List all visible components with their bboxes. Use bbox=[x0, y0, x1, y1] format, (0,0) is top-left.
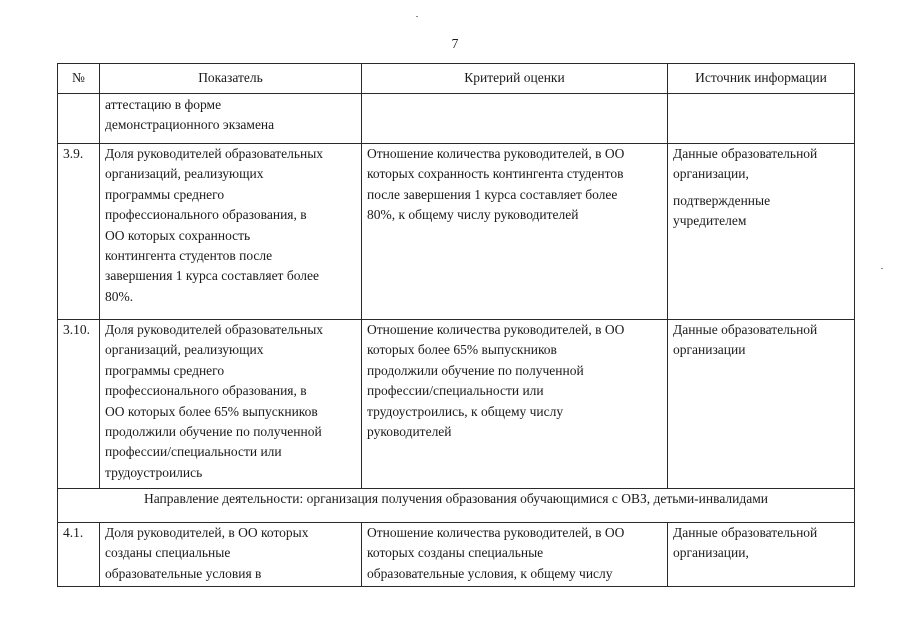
text-line: Доля руководителей образовательных bbox=[105, 146, 324, 161]
text-line: Отношение количества руководителей, в ОО bbox=[367, 146, 625, 161]
cell-number bbox=[58, 94, 100, 144]
text-line: созданы специальные bbox=[105, 545, 231, 561]
cell-indicator bbox=[100, 94, 362, 144]
text-line: профессионального образования, в bbox=[105, 383, 307, 399]
text-line: Данные образовательной bbox=[673, 146, 818, 161]
text-line: завершения 1 курса составляет более bbox=[105, 268, 319, 284]
cell-source bbox=[668, 144, 855, 320]
text-line: профессионального образования, в bbox=[105, 207, 307, 223]
cell-criterion bbox=[362, 523, 668, 587]
cell-indicator bbox=[100, 320, 362, 489]
text-line: профессии/специальности или bbox=[367, 383, 544, 399]
text-line: ОО которых сохранность bbox=[105, 227, 251, 243]
header-criterion: Критерий оценки bbox=[362, 64, 668, 94]
table-row-continuation bbox=[58, 94, 855, 144]
cell-criterion bbox=[362, 94, 668, 144]
section-row bbox=[58, 489, 855, 523]
text-line: организации bbox=[673, 342, 746, 358]
table-row bbox=[58, 523, 855, 587]
cell-source bbox=[668, 94, 855, 144]
text-line: Данные образовательной bbox=[673, 322, 818, 337]
cell-source bbox=[668, 320, 855, 489]
text-line: организаций, реализующих bbox=[105, 166, 264, 182]
text-line: организации, bbox=[673, 545, 749, 561]
text-line: Доля руководителей образовательных bbox=[105, 322, 324, 337]
scan-speck bbox=[416, 16, 418, 17]
text-line: руководителей bbox=[367, 424, 452, 440]
text-line: трудоустроились bbox=[105, 464, 203, 480]
cell-source bbox=[668, 523, 855, 587]
text-line: Данные образовательной bbox=[673, 525, 818, 540]
text-line: продолжили обучение по полученной bbox=[105, 424, 322, 440]
text-line: которых сохранность контингента студентов bbox=[367, 166, 624, 182]
text-line: демонстрационного экзамена bbox=[105, 117, 275, 133]
header-number: № bbox=[58, 64, 100, 94]
text-line: трудоустроились, к общему числу bbox=[367, 403, 564, 419]
text-line: после завершения 1 курса составляет более bbox=[367, 186, 618, 202]
text-line: 80%. bbox=[105, 288, 134, 304]
cell-indicator bbox=[100, 144, 362, 320]
text-line: Доля руководителей, в ОО которых bbox=[105, 525, 309, 540]
text-line: продолжили обучение по полученной bbox=[367, 362, 584, 378]
text-line: Отношение количества руководителей, в ОО bbox=[367, 525, 625, 540]
text-line: образовательные условия в bbox=[105, 565, 262, 581]
cell-number: 3.10. bbox=[58, 320, 100, 489]
cell-number: 3.9. bbox=[58, 144, 100, 320]
scan-speck bbox=[881, 268, 883, 269]
page-number: 7 bbox=[451, 36, 459, 51]
text-line: аттестацию в форме bbox=[105, 97, 222, 112]
cell-indicator bbox=[100, 523, 362, 587]
criteria-table bbox=[57, 63, 855, 587]
text-line: организаций, реализующих bbox=[105, 342, 264, 358]
table-header-row bbox=[58, 64, 855, 94]
text-line: Отношение количества руководителей, в ОО bbox=[367, 322, 625, 337]
text-line: профессии/специальности или bbox=[105, 444, 282, 460]
text-line: ОО которых более 65% выпускников bbox=[105, 403, 318, 419]
cell-criterion bbox=[362, 144, 668, 320]
cell-criterion bbox=[362, 320, 668, 489]
table-row bbox=[58, 144, 855, 320]
table-row bbox=[58, 320, 855, 489]
text-line: контингента студентов после bbox=[105, 248, 273, 264]
text-line: программы среднего bbox=[105, 186, 225, 202]
text-line: учредителем bbox=[673, 213, 747, 229]
text-line: 80%, к общему числу руководителей bbox=[367, 207, 579, 223]
text-line: которых созданы специальные bbox=[367, 545, 544, 561]
text-line: подтвержденные bbox=[673, 192, 771, 208]
section-heading: Направление деятельности: организация получения образования обучающимися с ОВЗ, детьми-инвалидами bbox=[58, 489, 855, 523]
text-line: организации, bbox=[673, 166, 749, 182]
text-line: образовательные условия, к общему числу bbox=[367, 565, 613, 581]
text-line: программы среднего bbox=[105, 362, 225, 378]
cell-number: 4.1. bbox=[58, 523, 100, 587]
header-indicator: Показатель bbox=[100, 64, 362, 94]
header-source: Источник информации bbox=[668, 64, 855, 94]
text-line: которых более 65% выпускников bbox=[367, 342, 557, 358]
